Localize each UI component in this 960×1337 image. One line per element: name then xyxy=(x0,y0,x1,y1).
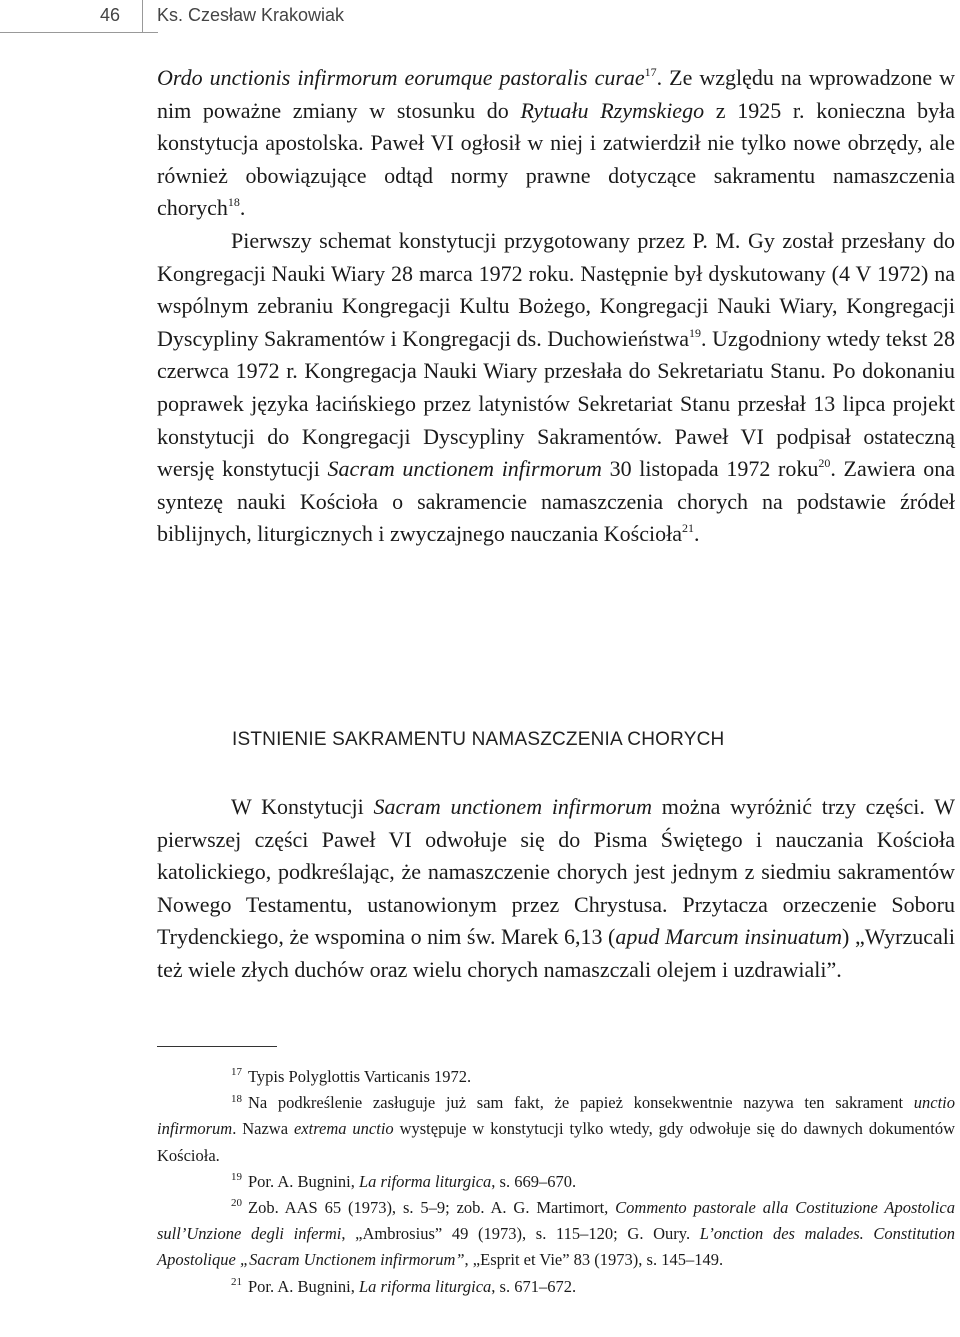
footnote-text-run: Por. A. Bugnini, xyxy=(248,1171,359,1191)
text-run: z 1925 r. konieczna była konstytucja apostolska. Paweł VI ogłosił w niej i zatwierdził nie tylko nowe obrzędy, ale również obowiązujące odtąd normy prawne dotyczące sakramentu namaszczenia chorych xyxy=(157,97,955,221)
paragraph-3 xyxy=(157,791,955,987)
italic-run: Sacram unctionem infirmorum xyxy=(373,794,653,819)
footnote-italic-run: La riforma liturgica xyxy=(358,1276,492,1296)
page-number: 46 xyxy=(100,5,121,25)
italic-run: apud Marcum insinuatum xyxy=(615,924,843,950)
footnote-separator xyxy=(157,1046,277,1047)
text-run: ) „Wyrzucali też wiele złych duchów oraz wielu chorych namaszczali olejem i uzdrawiali”. xyxy=(157,924,955,982)
footnote-ref-21[interactable]: 21 xyxy=(681,521,694,536)
italic-run: Rytuału Rzymskiego xyxy=(520,97,705,123)
italic-run: Sacram unctionem infirmorum xyxy=(327,456,602,482)
footnote-text-run: występuje w konstytucji tylko wtedy, gdy odwołuje się do dawnych dokumentów Kościoła. xyxy=(157,1119,955,1165)
footnote-text-run: Zob. AAS 65 (1973), s. 5–9; zob. A. G. Martimort, xyxy=(248,1198,616,1218)
text-run: Pierwszy schemat konstytucji przygotowany przez P. M. Gy został przesłany do Kongregacji Nauki Wiary 28 marca 1972 roku. Następnie był dyskutowany (4 V 1972) na wspólnym zebraniu Kongregacji Kultu Bożego, Kongregacji Nauki Wiary, Kongregacji Dyscypliny Sakramentów i Kongregacji ds. Duchowieństwa xyxy=(157,227,955,351)
footnote-text-run: , s. 669–670. xyxy=(491,1171,577,1191)
footnote xyxy=(157,1090,955,1169)
footnote-number: 17 xyxy=(231,1066,242,1079)
footnote-text-run: Na podkreślenie zasługuje już sam fakt, że papież konsekwentnie nazywa ten sakrament xyxy=(248,1093,914,1113)
footnote-ref-19[interactable]: 19 xyxy=(689,325,702,340)
footnote-italic-run: Commento pastorale alla Costituzione Apostolica sull’Unzione degli infermi xyxy=(157,1198,955,1244)
section-heading: ISTNIENIE SAKRAMENTU NAMASZCZENIA CHORYCH xyxy=(232,729,725,750)
text-run: W Konstytucji xyxy=(231,794,374,819)
footnote-italic-run: La riforma liturgica xyxy=(358,1171,492,1191)
footnote-italic-run: extrema unctio xyxy=(293,1119,394,1139)
footnote xyxy=(157,1274,955,1300)
paragraph-2 xyxy=(157,225,955,551)
footnote-number: 20 xyxy=(231,1197,242,1210)
footnote-italic-run: unctio infirmorum xyxy=(157,1093,955,1139)
footnote xyxy=(157,1064,955,1090)
footnote-number: 21 xyxy=(231,1276,242,1289)
footnotes xyxy=(157,1064,955,1300)
footnote-text-run: Typis Polyglottis Varticanis 1972. xyxy=(248,1067,472,1086)
text-run: . xyxy=(693,521,700,547)
footnote-ref-18[interactable]: 18 xyxy=(227,195,240,210)
footnote-text-run: , „Esprit et Vie” 83 (1973), s. 145–149. xyxy=(464,1250,724,1270)
text-run: . Ze względu na wprowadzone w nim poważne zmiany w stosunku do xyxy=(157,65,955,123)
footnote xyxy=(157,1195,955,1274)
text-run: można wyróżnić trzy części. W pierwszej części Paweł VI odwołuje się do Pisma Świętego i nauczania Kościoła katolickiego, podkreślając, że namaszczenie chorych jest jednym z siedmiu sakramentów Nowego Testamentu, ustanowionym przez Chrystusa. Przytacza orzeczenie Soboru Trydenckiego, że wspomina o nim św. Marek 6,13 ( xyxy=(157,794,956,950)
footnote-number: 19 xyxy=(231,1171,242,1184)
header-horizontal-rule xyxy=(0,32,158,33)
main-text xyxy=(157,62,955,551)
running-title: Ks. Czesław Krakowiak xyxy=(157,5,345,25)
footnote-ref-20[interactable]: 20 xyxy=(818,456,831,471)
paragraph-1 xyxy=(157,62,955,225)
footnote xyxy=(157,1169,955,1195)
section-text xyxy=(157,791,955,987)
page-header xyxy=(0,0,960,40)
footnote-text-run: , „Ambrosius” 49 (1973), s. 115–120; G. Oury. xyxy=(341,1224,700,1244)
footnote-italic-run: L’onction des malades. Constitution Apostolique „Sacram Unctionem infirmorum” xyxy=(157,1224,956,1270)
latin-title: Ordo unctionis infirmorum eorumque pastoralis curae xyxy=(157,65,645,90)
text-run: 30 listopada 1972 roku xyxy=(601,456,819,482)
header-vertical-rule xyxy=(142,0,143,32)
footnote-text-run: Por. A. Bugnini, xyxy=(248,1276,359,1296)
text-run: . Uzgodniony wtedy tekst 28 czerwca 1972 r. Kongregacja Nauki Wiary przesłała do Sekretariatu Stanu. Po dokonaniu poprawek języka łacińskiego przez latynistów Sekretariat Stanu przesłał 13 lipca projekt konstytucji do Kongregacji Dyscypliny Sakramentów. Paweł VI podpisał ostateczną wersję konstytucji xyxy=(157,325,955,482)
footnote-ref-17[interactable]: 17 xyxy=(644,65,657,79)
footnote-text-run: , s. 671–672. xyxy=(491,1276,577,1296)
footnote-number: 18 xyxy=(231,1092,242,1105)
footnote-text-run: . Nazwa xyxy=(232,1119,294,1139)
text-run: . xyxy=(239,195,246,221)
text-run: . Zawiera ona syntezę nauki Kościoła o sakramencie namaszczenia chorych na podstawie źródeł biblijnych, liturgicznych i zwyczajnego nauczania Kościoła xyxy=(157,456,955,547)
